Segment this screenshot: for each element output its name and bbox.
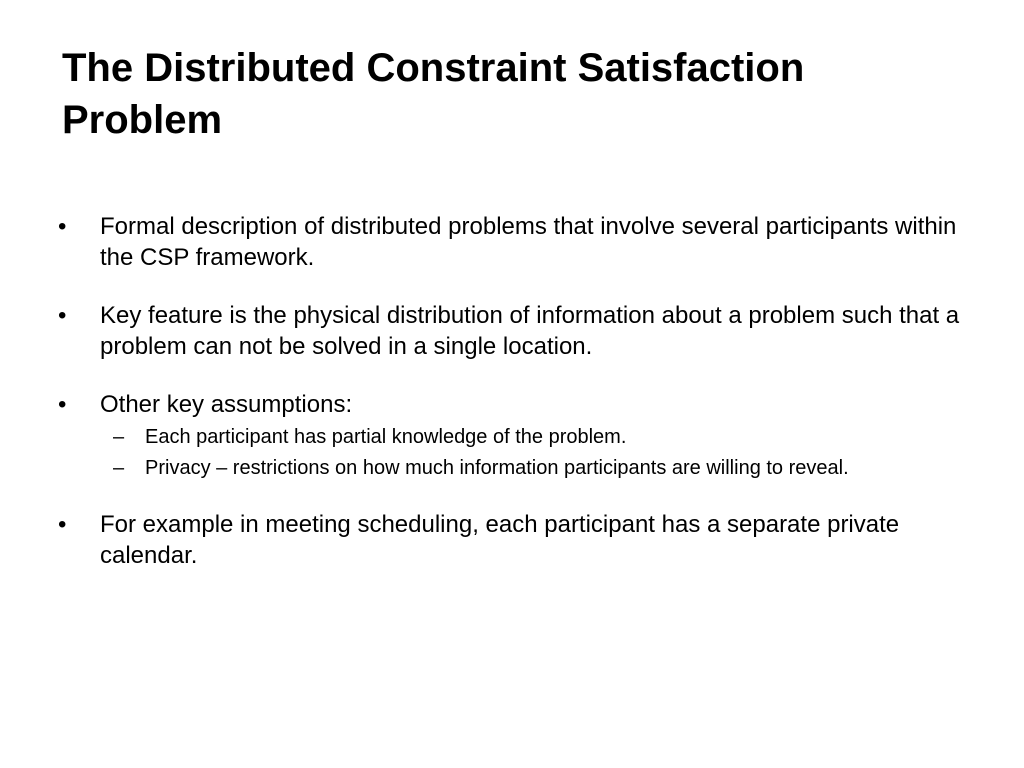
bullet-marker: • xyxy=(58,511,67,538)
sub-bullet-text: Privacy – restrictions on how much information participants are willing to reveal. xyxy=(145,457,849,479)
bullet-list xyxy=(56,211,976,598)
bullet-text: Other key assumptions: xyxy=(100,391,353,418)
sub-bullet-marker: – xyxy=(113,426,125,448)
bullet-marker: • xyxy=(58,391,67,418)
bullet-marker: • xyxy=(58,302,67,329)
sub-bullet-item xyxy=(100,455,976,482)
sub-bullet-text: Each participant has partial knowledge of the problem. xyxy=(145,426,627,448)
bullet-text: For example in meeting scheduling, each participant has a separate private calendar. xyxy=(100,511,900,569)
bullet-text: Key feature is the physical distribution of information about a problem such that a problem can not be solved in a single location. xyxy=(100,302,960,360)
bullet-item xyxy=(56,389,976,482)
sub-bullet-list xyxy=(100,424,976,482)
bullet-item xyxy=(56,211,976,273)
bullet-text: Formal description of distributed problems that involve several participants within the CSP framework. xyxy=(100,213,957,271)
sub-bullet-item xyxy=(100,424,976,451)
bullet-item xyxy=(56,509,976,571)
slide-title: The Distributed Constraint Satisfaction Problem xyxy=(62,46,805,142)
sub-bullet-marker: – xyxy=(113,457,125,479)
bullet-item xyxy=(56,300,976,362)
bullet-marker: • xyxy=(58,213,67,240)
